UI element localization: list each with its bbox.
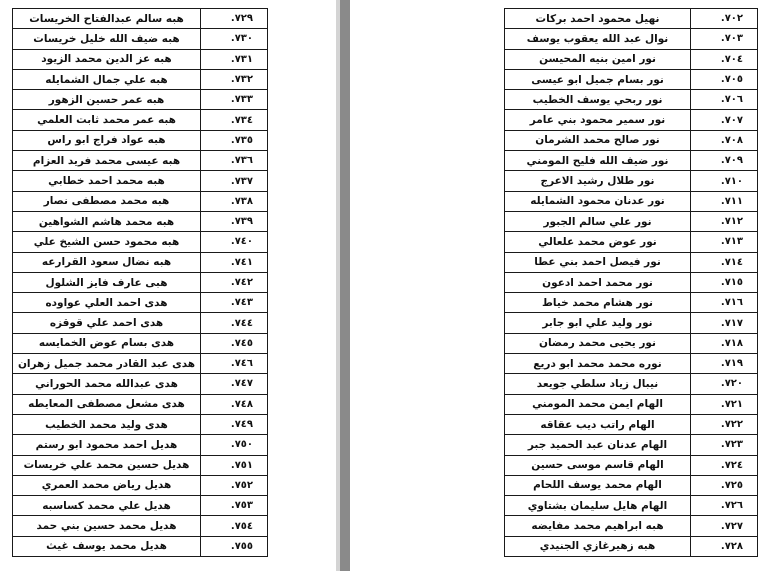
row-number: ٧٥٣. (201, 496, 268, 516)
student-name: الهام ايمن محمد المومني (505, 394, 691, 414)
row-number: ٧١٩. (691, 354, 758, 374)
row-number: ٧٤٥. (201, 333, 268, 353)
row-number: ٧٤٢. (201, 272, 268, 292)
table-row (505, 9, 758, 29)
row-number: ٧٥١. (201, 455, 268, 475)
table-row (505, 171, 758, 191)
table-row (13, 211, 268, 231)
row-number: ٧١٤. (691, 252, 758, 272)
row-number: ٧٣٦. (201, 151, 268, 171)
row-number: ٧٠٨. (691, 130, 758, 150)
table-row (505, 455, 758, 475)
table-row (505, 191, 758, 211)
student-name: هبه عمر محمد ثابت العلمي (13, 110, 201, 130)
row-number: ٧١٢. (691, 211, 758, 231)
table-row (13, 293, 268, 313)
row-number: ٧٣٩. (201, 211, 268, 231)
table-row (505, 49, 758, 69)
student-name: هبه محمد هاشم الشواهين (13, 211, 201, 231)
student-name: هديل محمد يوسف غيث (13, 536, 201, 556)
row-number: ٧٥٢. (201, 475, 268, 495)
student-name: نور يحيى محمد رمضان (505, 333, 691, 353)
student-name: نور بسام جميل ابو عيسى (505, 69, 691, 89)
table-row (13, 313, 268, 333)
student-name: نور طلال رشيد الاعرج (505, 171, 691, 191)
left-names-table (12, 8, 268, 557)
left-page (0, 0, 340, 571)
row-number: ٧٤٧. (201, 374, 268, 394)
student-name: نور علي سالم الجبور (505, 211, 691, 231)
table-row (505, 354, 758, 374)
student-name: نوال عبد الله يعقوب يوسف (505, 29, 691, 49)
row-number: ٧١٥. (691, 272, 758, 292)
student-name: الهام عدنان عبد الحميد جبر (505, 435, 691, 455)
student-name: نور سمير محمود بني عامر (505, 110, 691, 130)
row-number: ٧٣٢. (201, 69, 268, 89)
table-row (13, 252, 268, 272)
table-row (13, 394, 268, 414)
student-name: هبه عز الدين محمد الزيود (13, 49, 201, 69)
row-number: ٧٠٥. (691, 69, 758, 89)
row-number: ٧٢٦. (691, 496, 758, 516)
row-number: ٧٠٢. (691, 9, 758, 29)
right-table-body (505, 9, 758, 557)
student-name: نور عدنان محمود الشمايله (505, 191, 691, 211)
student-name: هديل علي محمد كساسبه (13, 496, 201, 516)
table-row (13, 536, 268, 556)
row-number: ٧١٧. (691, 313, 758, 333)
student-name: هبه محمود حسن الشيخ علي (13, 232, 201, 252)
student-name: نور صالح محمد الشرمان (505, 130, 691, 150)
table-row (505, 130, 758, 150)
row-number: ٧٤٩. (201, 414, 268, 434)
student-name: هبه علي جمال الشمايله (13, 69, 201, 89)
table-row (505, 252, 758, 272)
table-row (505, 374, 758, 394)
student-name: هديل محمد حسين بني حمد (13, 516, 201, 536)
table-row (13, 374, 268, 394)
right-page (350, 0, 766, 571)
row-number: ٧٣٠. (201, 29, 268, 49)
row-number: ٧٢٧. (691, 516, 758, 536)
table-row (505, 516, 758, 536)
row-number: ٧١٨. (691, 333, 758, 353)
table-row (13, 130, 268, 150)
table-row (505, 313, 758, 333)
table-row (505, 90, 758, 110)
row-number: ٧٢٨. (691, 536, 758, 556)
table-row (505, 475, 758, 495)
table-row (13, 110, 268, 130)
left-table-body (13, 9, 268, 557)
table-row (13, 354, 268, 374)
row-number: ٧٥٥. (201, 536, 268, 556)
table-row (505, 110, 758, 130)
row-number: ٧٣٣. (201, 90, 268, 110)
row-number: ٧٠٦. (691, 90, 758, 110)
table-row (505, 272, 758, 292)
student-name: نهيل محمود احمد بركات (505, 9, 691, 29)
student-name: هبه محمد مصطفى نصار (13, 191, 201, 211)
student-name: هدى عبدالله محمد الحوراني (13, 374, 201, 394)
row-number: ٧٣٧. (201, 171, 268, 191)
row-number: ٧٢٢. (691, 414, 758, 434)
table-row (505, 151, 758, 171)
student-name: هبه ابراهيم محمد مفايضه (505, 516, 691, 536)
student-name: هدى احمد علي قوقزه (13, 313, 201, 333)
row-number: ٧٤٦. (201, 354, 268, 374)
table-row (13, 151, 268, 171)
student-name: هبه ضيف الله خليل خريسات (13, 29, 201, 49)
student-name: نور امين بنيه المحيسن (505, 49, 691, 69)
student-name: نور عوض محمد علعالي (505, 232, 691, 252)
table-row (505, 435, 758, 455)
page-gutter (340, 0, 350, 571)
student-name: الهام راتب ديب عقاقه (505, 414, 691, 434)
table-row (505, 333, 758, 353)
table-row (13, 496, 268, 516)
row-number: ٧٠٧. (691, 110, 758, 130)
table-row (505, 211, 758, 231)
student-name: هدى وليد محمد الخطيب (13, 414, 201, 434)
student-name: نوره محمد محمد ابو دريع (505, 354, 691, 374)
student-name: نور ضيف الله فليح المومني (505, 151, 691, 171)
table-row (505, 394, 758, 414)
row-number: ٧١٣. (691, 232, 758, 252)
row-number: ٧٠٤. (691, 49, 758, 69)
table-row (13, 232, 268, 252)
table-row (13, 90, 268, 110)
student-name: هدى عبد القادر محمد جميل زهران (13, 354, 201, 374)
row-number: ٧٢١. (691, 394, 758, 414)
student-name: الهام محمد يوسف اللحام (505, 475, 691, 495)
row-number: ٧٢٠. (691, 374, 758, 394)
row-number: ٧٢٥. (691, 475, 758, 495)
row-number: ٧١٠. (691, 171, 758, 191)
student-name: هبه زهيرغازي الجنيدي (505, 536, 691, 556)
student-name: الهام قاسم موسى حسين (505, 455, 691, 475)
row-number: ٧٠٣. (691, 29, 758, 49)
student-name: هبه سالم عبدالفتاح الخريسات (13, 9, 201, 29)
row-number: ٧١٦. (691, 293, 758, 313)
row-number: ٧٤٣. (201, 293, 268, 313)
table-row (505, 232, 758, 252)
student-name: نور فيصل احمد بني عطا (505, 252, 691, 272)
table-row (505, 496, 758, 516)
row-number: ٧٥٤. (201, 516, 268, 536)
row-number: ٧٤٤. (201, 313, 268, 333)
table-row (13, 191, 268, 211)
table-row (13, 69, 268, 89)
student-name: هدى مشعل مصطفى المعايطه (13, 394, 201, 414)
table-row (505, 293, 758, 313)
row-number: ٧٥٠. (201, 435, 268, 455)
table-row (13, 435, 268, 455)
row-number: ٧٤١. (201, 252, 268, 272)
row-number: ٧٢٩. (201, 9, 268, 29)
row-number: ٧١١. (691, 191, 758, 211)
student-name: هبه محمد احمد خطابي (13, 171, 201, 191)
table-row (13, 272, 268, 292)
student-name: هبه عيسى محمد فريد العزام (13, 151, 201, 171)
table-row (13, 414, 268, 434)
row-number: ٧٤٨. (201, 394, 268, 414)
table-row (13, 171, 268, 191)
row-number: ٧٣١. (201, 49, 268, 69)
student-name: نور ربحي يوسف الخطيب (505, 90, 691, 110)
table-row (505, 414, 758, 434)
table-row (13, 333, 268, 353)
table-row (13, 49, 268, 69)
student-name: هبه عواد فراج ابو راس (13, 130, 201, 150)
table-row (13, 516, 268, 536)
student-name: نور وليد علي ابو جابر (505, 313, 691, 333)
row-number: ٧٣٨. (201, 191, 268, 211)
table-row (13, 475, 268, 495)
student-name: هديل رياض محمد العمري (13, 475, 201, 495)
student-name: هبى عارف فايز الشلول (13, 272, 201, 292)
table-row (13, 9, 268, 29)
table-row (505, 29, 758, 49)
student-name: الهام هايل سليمان بشتاوي (505, 496, 691, 516)
student-name: نيبال زياد سلطي جويعد (505, 374, 691, 394)
student-name: نور محمد احمد ادعون (505, 272, 691, 292)
table-row (13, 455, 268, 475)
student-name: هدى احمد العلي عواوده (13, 293, 201, 313)
row-number: ٧٠٩. (691, 151, 758, 171)
row-number: ٧٣٥. (201, 130, 268, 150)
table-row (13, 29, 268, 49)
row-number: ٧٢٣. (691, 435, 758, 455)
right-names-table (504, 8, 758, 557)
student-name: هديل احمد محمود ابو رستم (13, 435, 201, 455)
student-name: هدى بسام عوض الخمايسه (13, 333, 201, 353)
table-row (505, 536, 758, 556)
row-number: ٧٢٤. (691, 455, 758, 475)
student-name: هبه نضال سعود القرارعه (13, 252, 201, 272)
student-name: نور هشام محمد خياط (505, 293, 691, 313)
table-row (505, 69, 758, 89)
row-number: ٧٤٠. (201, 232, 268, 252)
row-number: ٧٣٤. (201, 110, 268, 130)
student-name: هبه عمر حسين الزهور (13, 90, 201, 110)
student-name: هديل حسين محمد علي خريسات (13, 455, 201, 475)
